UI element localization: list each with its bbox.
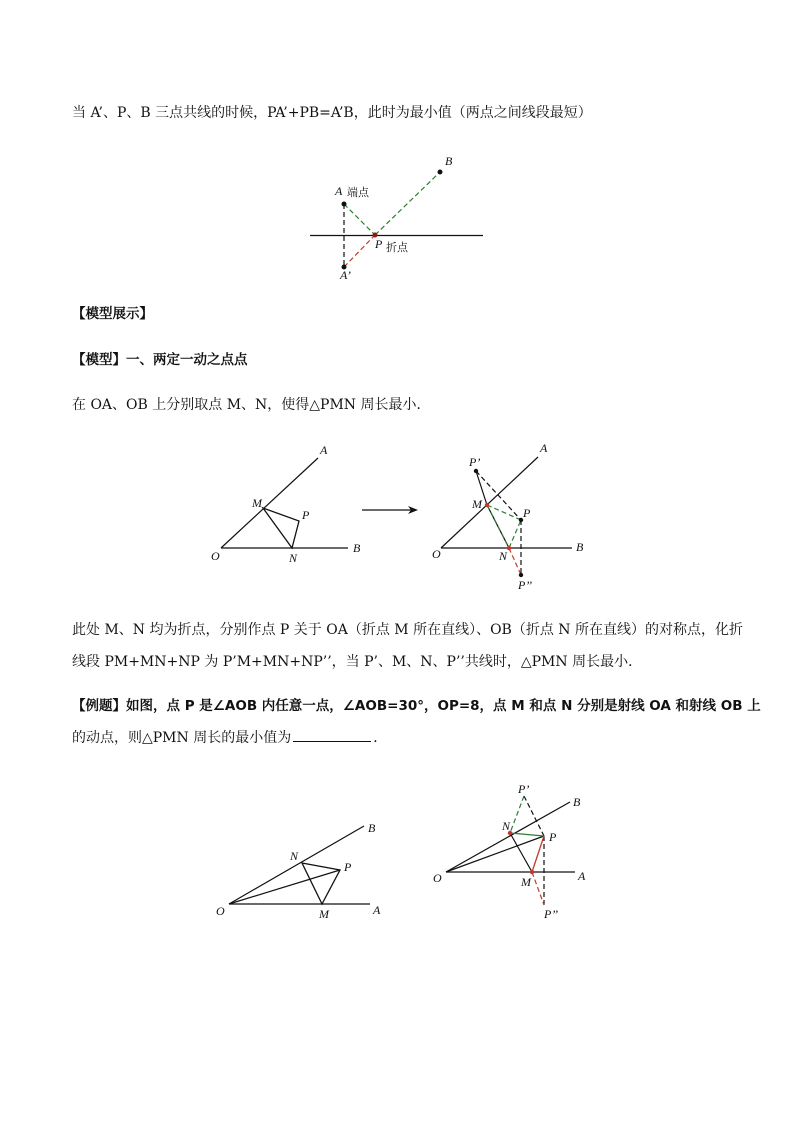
label-N: N: [502, 819, 511, 833]
segment: [510, 796, 524, 833]
label-B: B: [573, 795, 581, 809]
model-heading: 【模型】一、两定一动之点点: [72, 352, 248, 368]
label-P: P: [549, 830, 557, 844]
label-P2: P’’: [544, 907, 558, 921]
label-O: O: [432, 547, 441, 561]
label-A: A: [335, 184, 343, 198]
label-M: M: [319, 907, 329, 921]
segment: [532, 872, 544, 905]
label-M: M: [472, 497, 482, 511]
label-B: B: [445, 154, 453, 168]
label-Aprime: A’: [340, 268, 351, 282]
label-P: P: [523, 506, 531, 520]
label-O: O: [216, 904, 225, 918]
intro-line: 当 A’、P、B 三点共线的时候，PA’+PB=A’B，此时为最小值（两点之间线段最短）: [72, 105, 592, 121]
explain-line-2: 线段 PM+MN+NP 为 P’M+MN+NP’’，当 P’、M、N、P’’共线时，△PMN 周长最小．: [72, 654, 643, 670]
segment: [510, 833, 544, 836]
label-A: A: [373, 903, 381, 917]
point: [530, 870, 534, 874]
segment: [229, 870, 340, 904]
example-line-1: 【例题】如图，点 P 是∠AOB 内任意一点，∠AOB=30°，OP=8，点 M 和点 N 分别是射线 OA 和射线 OB 上: [72, 698, 761, 714]
segment: [302, 863, 340, 904]
segment: [510, 833, 532, 872]
label-N: N: [290, 849, 299, 863]
example-line-2: 的动点，则△PMN 周长的最小值为 ．: [72, 727, 387, 748]
section-display: 【模型展示】: [72, 306, 153, 322]
model-statement: 在 OA、OB 上分别取点 M、N，使得△PMN 周长最小．: [72, 397, 431, 413]
explain-line-1: 此处 M、N 均为折点，分别作点 P 关于 OA（折点 M 所在直线）、OB（折点 N 所在直线）的对称点，化折: [72, 622, 743, 638]
label-B: B: [576, 540, 584, 554]
label-B: B: [368, 821, 376, 835]
label-P: P: [375, 237, 383, 251]
label-N: N: [289, 551, 298, 565]
label-endpoint: 端点: [347, 186, 369, 199]
label-fold: 折点: [386, 241, 408, 254]
label-O: O: [433, 871, 442, 885]
segment: [532, 836, 544, 872]
label-A: A: [578, 869, 586, 883]
label-P: P: [302, 508, 310, 522]
label-A: A: [320, 443, 328, 457]
label-P: P: [344, 860, 352, 874]
label-N: N: [499, 549, 508, 563]
label-P1: P’: [469, 455, 481, 469]
label-B: B: [353, 541, 361, 555]
label-P1: P’: [518, 782, 530, 796]
label-O: O: [211, 549, 220, 563]
segment: [524, 796, 544, 836]
label-P2: P’’: [518, 578, 532, 592]
label-M: M: [252, 496, 262, 510]
label-A: A: [540, 441, 548, 455]
label-M: M: [521, 875, 531, 889]
